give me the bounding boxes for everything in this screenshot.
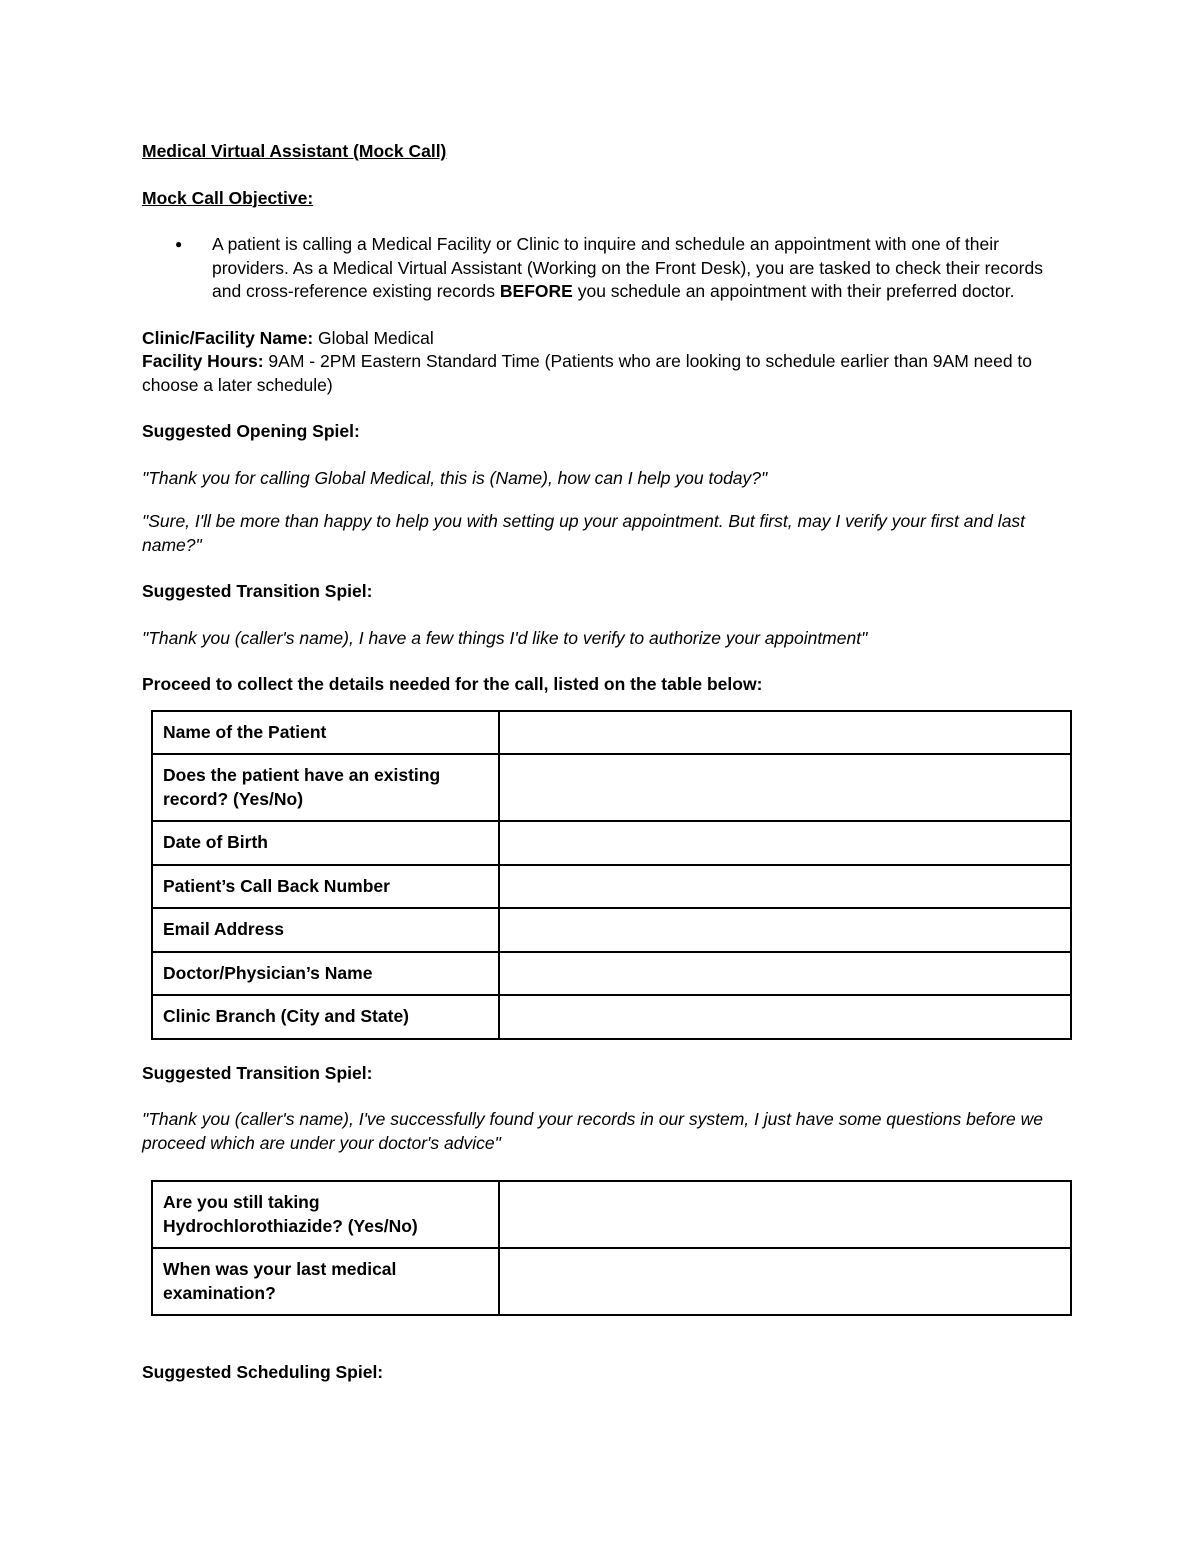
row-label: Are you still taking Hydrochlorothiazide? (Yes/No) <box>152 1181 499 1248</box>
table-row <box>152 1181 1071 1248</box>
row-label: Name of the Patient <box>152 711 499 755</box>
row-value-cell[interactable] <box>499 754 1071 821</box>
row-label: Clinic Branch (City and State) <box>152 995 499 1039</box>
table-row <box>152 865 1071 909</box>
table-row <box>152 908 1071 952</box>
row-value-cell[interactable] <box>499 711 1071 755</box>
objective-emphasis: BEFORE <box>499 281 573 301</box>
table-row <box>152 1248 1071 1315</box>
table-row <box>152 711 1071 755</box>
objective-text-end: you schedule an appointment with their preferred doctor. <box>572 281 1015 301</box>
document-content <box>142 140 1072 1385</box>
facility-hours <box>142 350 1072 397</box>
patient-details-table <box>151 710 1072 1040</box>
objective-list <box>142 233 1072 304</box>
scheduling-heading: Suggested Scheduling Spiel: <box>142 1362 384 1382</box>
row-label: Does the patient have an existing record? (Yes/No) <box>152 754 499 821</box>
row-value-cell[interactable] <box>499 908 1071 952</box>
table-row <box>152 995 1071 1039</box>
opening-line-2: "Sure, I'll be more than happy to help you with setting up your appointment. But first, may I verify your first and last name?" <box>142 511 1026 555</box>
row-value-cell[interactable] <box>499 952 1071 996</box>
row-value-cell[interactable] <box>499 1181 1071 1248</box>
row-label: Doctor/Physician’s Name <box>152 952 499 996</box>
opening-heading: Suggested Opening Spiel: <box>142 421 360 441</box>
transition-line-1: "Thank you (caller's name), I have a few things I'd like to verify to authorize your appointment" <box>142 627 868 648</box>
table-row <box>152 952 1071 996</box>
row-value-cell[interactable] <box>499 1248 1071 1315</box>
objective-text: A patient is calling a Medical Facility or Clinic to inquire and schedule an appointment with one of their providers. As a Medical Virtual Assistant (Working on the Front Desk), you are tasked to check their records and cross-reference existing records <box>212 234 1043 301</box>
row-value-cell[interactable] <box>499 821 1071 865</box>
row-value-cell[interactable] <box>499 865 1071 909</box>
clinic-name-label: Clinic/Facility Name: <box>142 327 314 348</box>
transition-heading-1: Suggested Transition Spiel: <box>142 581 373 601</box>
row-label: When was your last medical examination? <box>152 1248 499 1315</box>
clinic-name-value: Global Medical <box>313 327 434 348</box>
transition-heading-2: Suggested Transition Spiel: <box>142 1062 373 1083</box>
row-label: Date of Birth <box>152 821 499 865</box>
row-label: Email Address <box>152 908 499 952</box>
doctor-advice-table <box>151 1180 1072 1316</box>
objective-bullet <box>212 233 1072 304</box>
objective-heading: Mock Call Objective: <box>142 187 314 208</box>
facility-hours-value: 9AM - 2PM Eastern Standard Time (Patients who are looking to schedule earlier than 9AM need to choose a later schedule) <box>142 351 1033 395</box>
proceed-instruction: Proceed to collect the details needed for the call, listed on the table below: <box>142 674 763 694</box>
opening-line-1: "Thank you for calling Global Medical, this is (Name), how can I help you today?" <box>142 467 768 488</box>
document-title: Medical Virtual Assistant (Mock Call) <box>142 141 447 161</box>
facility-hours-label: Facility Hours: <box>142 351 264 371</box>
table-row <box>152 754 1071 821</box>
table-row <box>152 821 1071 865</box>
row-value-cell[interactable] <box>499 995 1071 1039</box>
clinic-name <box>142 327 1072 351</box>
transition-line-2: "Thank you (caller's name), I've successfully found your records in our system, I just have some questions before we proceed which are under your doctor's advice" <box>142 1109 1043 1153</box>
row-label: Patient’s Call Back Number <box>152 865 499 909</box>
